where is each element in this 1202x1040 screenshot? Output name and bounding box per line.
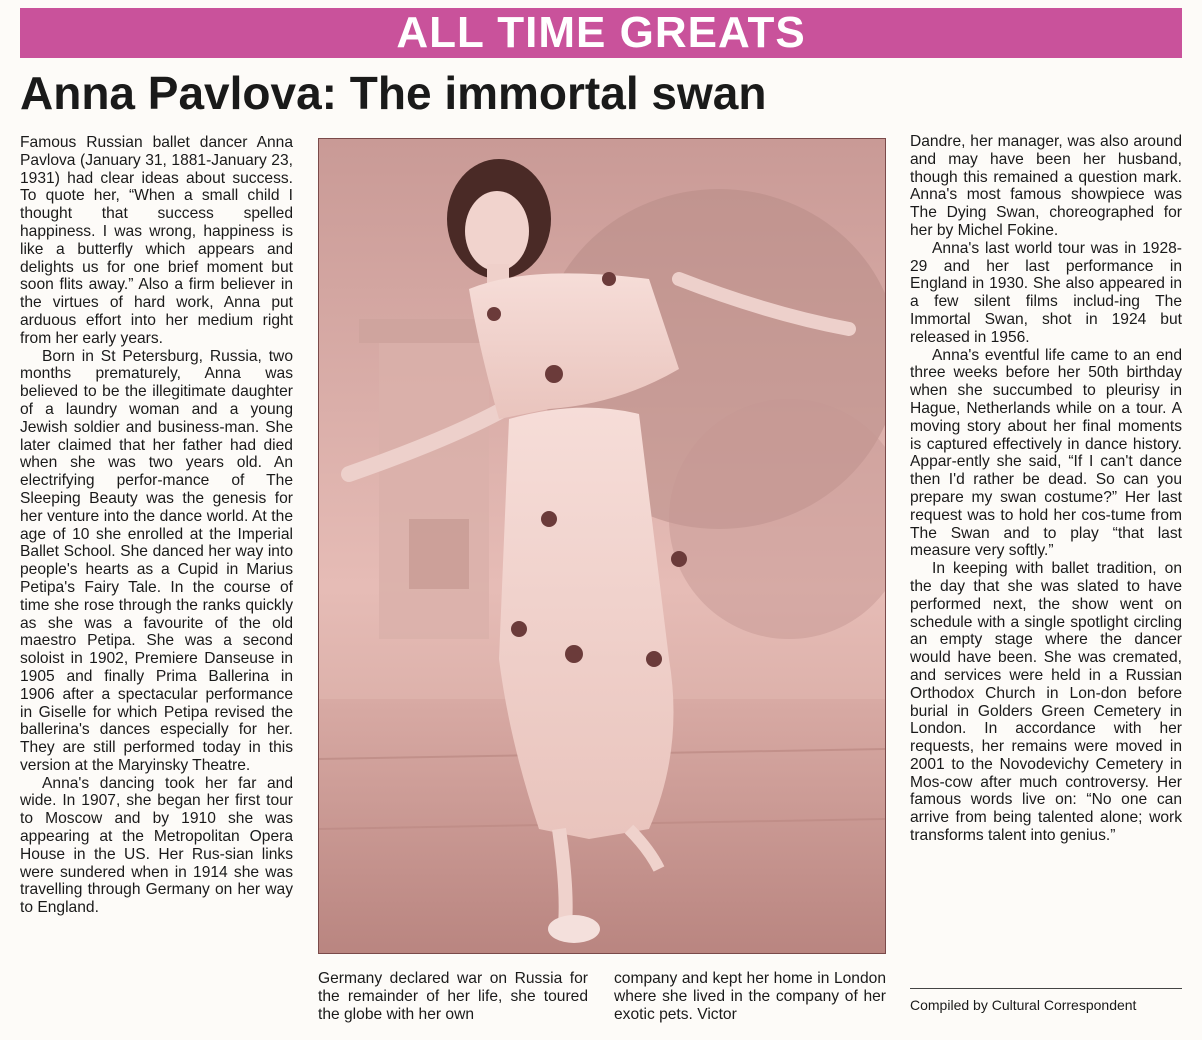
paragraph: Anna's last world tour was in 1928-29 and her last performance in England in 1930. She also appeared in a few silent films includ-ing The Immortal Swan, shot in 1924 but released in 1956.: [910, 239, 1182, 346]
paragraph: Germany declared war on Russia for the remainder of her life, she toured the globe with her own: [318, 970, 588, 1023]
paragraph: Born in St Petersburg, Russia, two months prematurely, Anna was believed to be the illegitimate daughter of a laundry woman and a young Jewish soldier and business-man. She later claimed that her father had died when she was two years old. An electrifying perfor-mance of The Sleeping Beauty was the genesis for her venture into the dance world. At the age of 10 she enrolled at the Imperial Ballet School. She danced her way into people's hearts as a Cupid in Marius Petipa's Fairy Tale. In the course of time she rose through the ranks quickly as she was a favourite of the old maestro Petipa. She was a second soloist in 1902, Premiere Danseuse in 1905 and finally Prima Ballerina in 1906 after a spectacular performance in Giselle for which Petipa revised the ballerina's dances especially for her. They are still performed today in this version at the Maryinsky Theatre.: [20, 347, 293, 774]
section-banner: [20, 8, 1182, 58]
section-title: ALL TIME GREATS: [396, 8, 806, 57]
column-right: [910, 133, 1182, 845]
credit-divider: [910, 988, 1182, 989]
paragraph: company and kept her home in London where she lived in the company of her exotic pets. Victor: [614, 970, 886, 1023]
paragraph: In keeping with ballet tradition, on the day that she was slated to have performed next, the show went on schedule with a single spotlight circling an empty stage where the dancer would have been. She was cremated, and services were held in a Russian Orthodox Church in Lon-don before burial in Golders Green Cemetery in London. In accordance with her requests, her remains were moved in 2001 to the Novodevichy Cemetery in Mos-cow after much controversy. Her famous words live on: “No one can arrive from being talented alone; work transforms talent into genius.”: [910, 560, 1182, 845]
paragraph: Dandre, her manager, was also around and may have been her husband, though this remained a question mark. Anna's most famous showpiece was The Dying Swan, choreographed for her by Michel Fokine.: [910, 133, 1182, 239]
column-middle-1: [318, 970, 588, 1023]
paragraph: Anna's eventful life came to an end three weeks before her 50th birthday when she succumbed to pleurisy in Hague, Netherlands while on a tour. A moving story about her final moments is captured effectively in dance history. Appar-ently she said, “If I can't dance then I'd rather be dead. So can you prepare my swan costume?” Her last request was to hold her cos-tume from The Swan and to play “that last measure very softly.”: [910, 346, 1182, 560]
paragraph: Famous Russian ballet dancer Anna Pavlova (January 31, 1881-January 23, 1931) had clear ideas about success. To quote her, “When a small child I thought that success spelled happiness. I was wrong, happiness is like a butterfly which appears and delights us for one brief moment but soon flits away.” Also a firm believer in the virtues of hard work, Anna put arduous effort into her medium right from her early years.: [20, 134, 293, 347]
column-left: [20, 134, 293, 917]
dancer-photograph: [318, 138, 886, 954]
paragraph: Anna's dancing took her far and wide. In 1907, she began her first tour to Moscow and by 1910 she was appearing at the Metropolitan Opera House in the US. Her Rus-sian links were sundered when in 1914 she was travelling through Germany on her way to England.: [20, 774, 293, 917]
article-credit: Compiled by Cultural Correspondent: [910, 997, 1137, 1013]
article-headline: Anna Pavlova: The immortal swan: [20, 67, 767, 119]
column-middle-2: [614, 970, 886, 1023]
